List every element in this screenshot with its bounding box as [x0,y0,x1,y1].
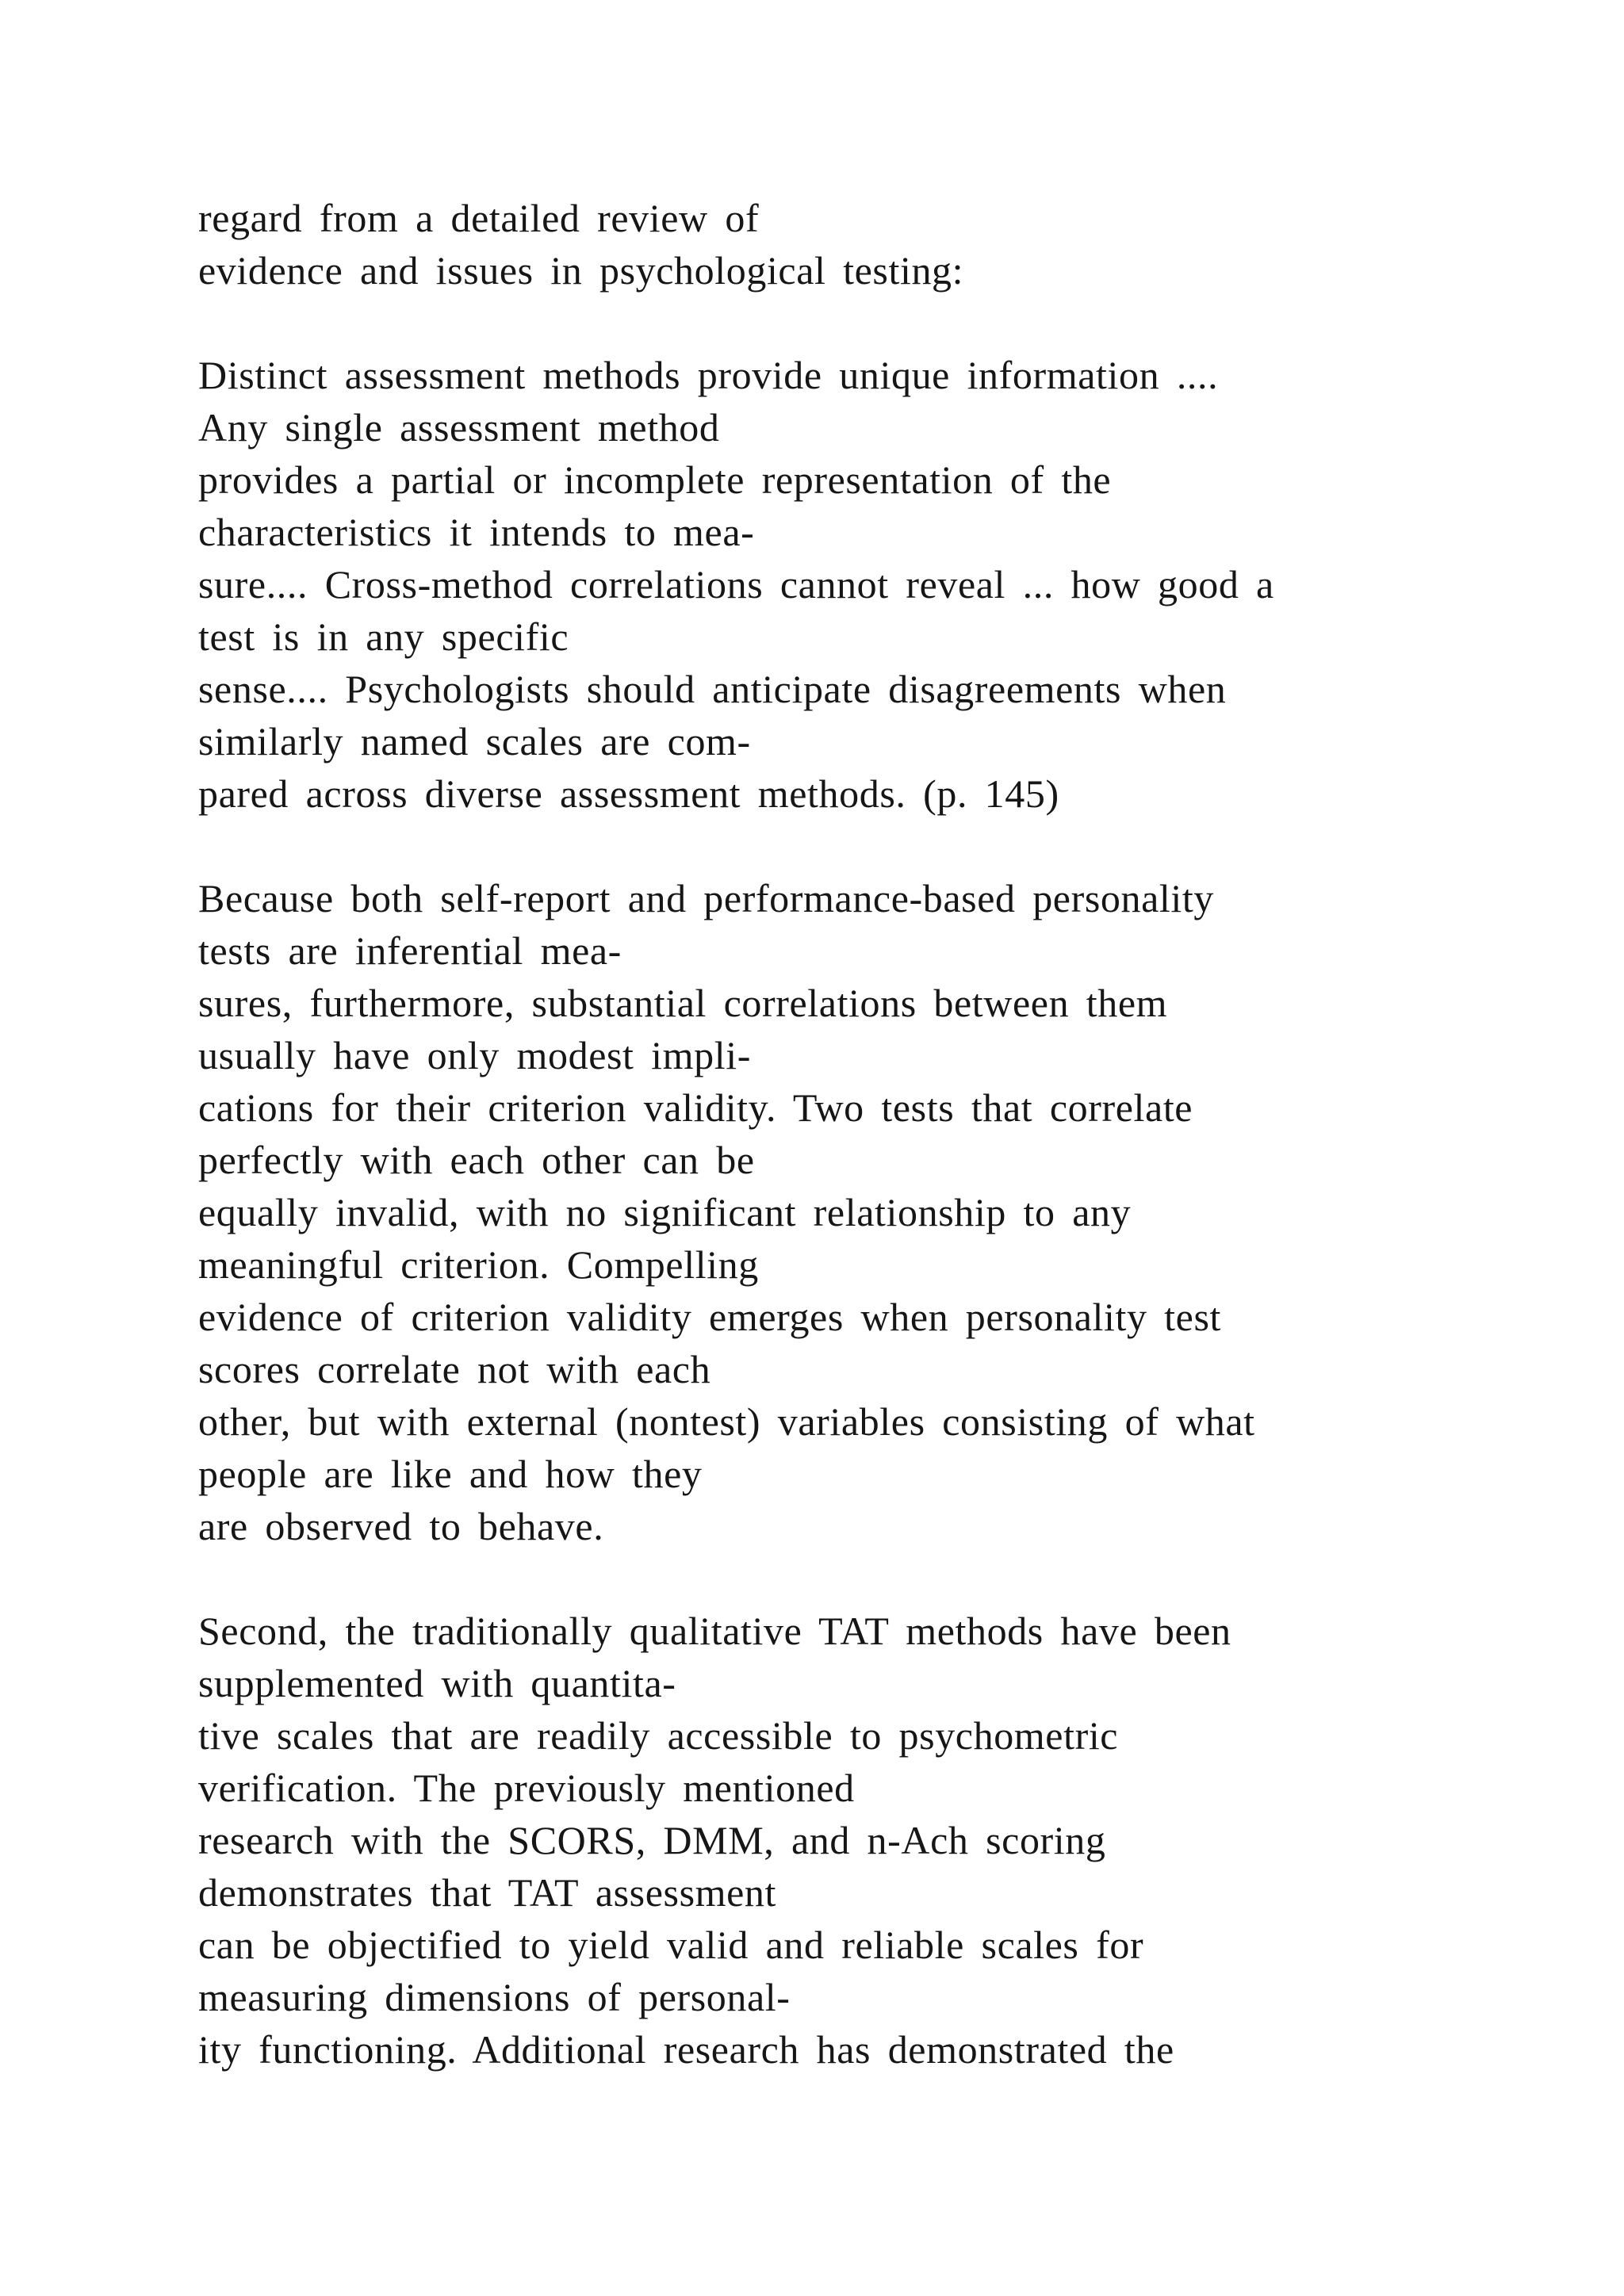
text-line: demonstrates that TAT assessment [198,1870,777,1915]
text-line: sures, furthermore, substantial correlations between them [198,981,1168,1025]
text-line: sure.... Cross-method correlations cannot reveal ... how good a [198,562,1274,607]
paragraph-criterion-validity [198,872,1443,1552]
text-line: test is in any specific [198,614,569,659]
text-line: pared across diverse assessment methods. (p. 145) [198,771,1059,816]
text-line: similarly named scales are com- [198,719,751,763]
text-line: perfectly with each other can be [198,1138,755,1182]
paragraph-intro [198,192,1443,297]
text-line: research with the SCORS, DMM, and n-Ach scoring [198,1818,1106,1862]
text-line: cations for their criterion validity. Two tests that correlate [198,1085,1193,1130]
text-line: Distinct assessment methods provide unique information .... [198,353,1219,397]
text-line: measuring dimensions of personal- [198,1975,791,2019]
text-line: tive scales that are readily accessible to psychometric [198,1713,1119,1758]
text-line: are observed to behave. [198,1504,604,1548]
paragraph-quote [198,349,1443,820]
text-line: verification. The previously mentioned [198,1766,855,1810]
text-line: other, but with external (nontest) variables consisting of what [198,1399,1255,1444]
text-line: sense.... Psychologists should anticipate disagreements when [198,667,1227,711]
text-line: tests are inferential mea- [198,928,622,973]
text-line: equally invalid, with no significant relationship to any [198,1190,1132,1234]
text-line: usually have only modest impli- [198,1033,751,1077]
text-line: scores correlate not with each [198,1347,711,1391]
text-line: regard from a detailed review of [198,196,760,240]
text-line: Any single assessment method [198,405,720,450]
text-line: Second, the traditionally qualitative TAT methods have been [198,1609,1231,1653]
text-line: provides a partial or incomplete representation of the [198,457,1112,502]
text-line: characteristics it intends to mea- [198,510,755,554]
paragraph-tat-methods [198,1605,1443,2076]
text-line: Because both self-report and performance-based personality [198,876,1214,920]
text-line: ity functioning. Additional research has demonstrated the [198,2027,1174,2072]
text-line: people are like and how they [198,1452,703,1496]
text-line: evidence and issues in psychological testing: [198,248,964,293]
document-page [198,192,1443,2076]
text-line: evidence of criterion validity emerges when personality test [198,1295,1222,1339]
text-line: supplemented with quantita- [198,1661,676,1705]
text-line: meaningful criterion. Compelling [198,1242,759,1287]
text-line: can be objectified to yield valid and reliable scales for [198,1923,1144,1967]
